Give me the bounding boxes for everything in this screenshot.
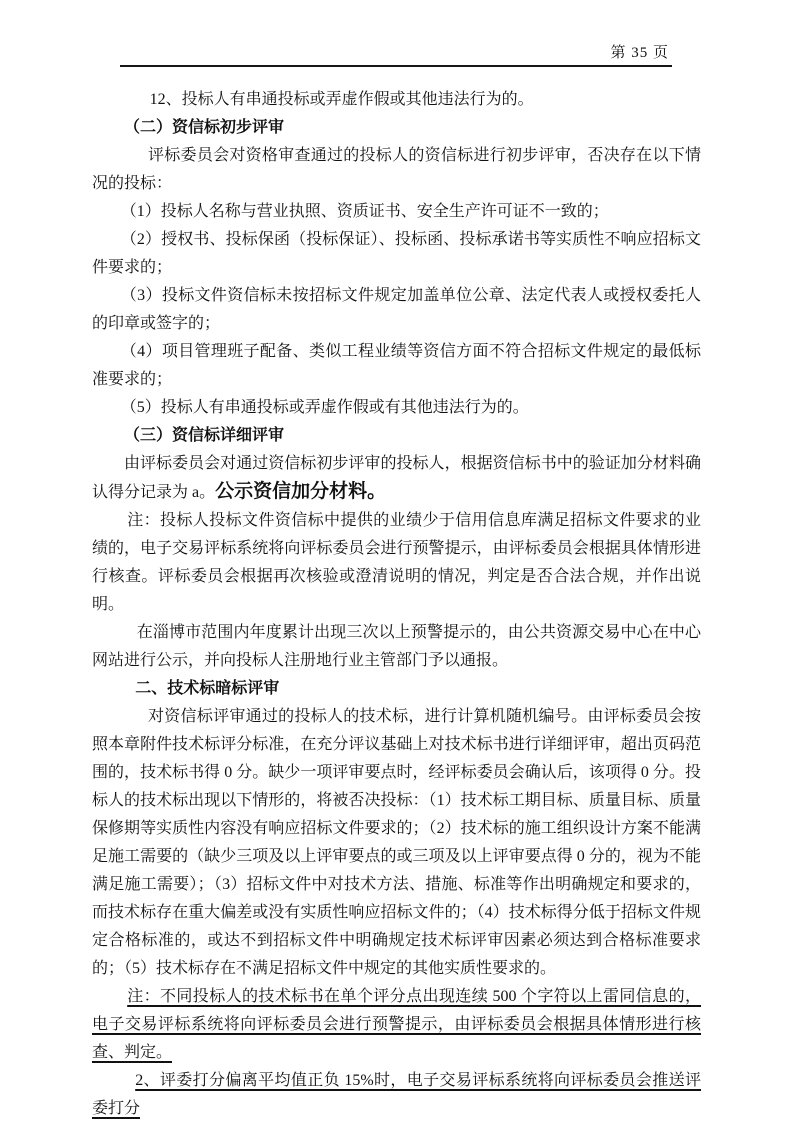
paragraph-16: 2、评委打分偏离平均值正负 15%时，电子交易评标系统将向评标委员会推送评委打分 xyxy=(92,1072,701,1117)
paragraph-1: 12、投标人有串通投标或弄虚作假或其他违法行为的。 xyxy=(149,91,534,108)
paragraph-8: （5）投标人有串通投标或弄虚作假或有其他违法行为的。 xyxy=(120,399,529,416)
paragraph-11: 注：投标人投标文件资信标中提供的业绩少于信用信息库满足招标文件要求的业绩的，电子交易评标系统将向评标委员会进行预警提示，由评标委员会根据具体情形进行核查。评标委员会根据再次核验或澄清说明的情况，判定是否合法合规，并作出说明。 xyxy=(92,512,701,613)
header-rule xyxy=(120,44,607,67)
paragraph-14: 对资信标评审通过的投标人的技术标，进行计算机随机编号。由评标委员会按照本章附件技术标评分标准，在充分评议基础上对技术标书进行详细评审，超出页码范围的，技术标书得 0 分。缺少一项评审要点时，经评标委员会确认后，该项得 0 分。投标人的技术标出现以下情形的，将被否决投标：（1）技术标工期目标、质量目标、质量保修期等实质性内容没有响应招标文件要求的；（2）技术标的施工组织设计方案不能满足施工需要的（缺少三项及以上评审要点的或三项及以上评审要点得 0 分的，视为不能满足施工需要）；（3）招标文件中对技术方法、措施、标准等作出明确规定和要求的，而技术标存在重大偏差或没有实质性响应招标文件的；（4）技术标得分低于招标文件规定合格标准的，或达不到招标文件中明确规定技术标评审因素必须达到合格标准要求的；（5）技术标存在不满足招标文件中规定的其他实质性要求的。 xyxy=(92,708,701,977)
document-body xyxy=(92,86,701,1122)
paragraph-6: （3）投标文件资信标未按招标文件规定加盖单位公章、法定代表人或授权委托人的印章或签字的； xyxy=(92,287,701,332)
emphasis-text: 公示资信加分材料。 xyxy=(215,481,387,502)
page-number: 第 35 页 xyxy=(607,44,672,67)
paragraph-7: （4）项目管理班子配备、类似工程业绩等资信方面不符合招标文件规定的最低标准要求的； xyxy=(92,343,701,388)
paragraph-2: （二）资信标初步评审 xyxy=(124,119,285,136)
paragraph-3: 评标委员会对资格审查通过的投标人的资信标进行初步评审，否决存在以下情况的投标： xyxy=(92,147,701,192)
paragraph-4: （1）投标人名称与营业执照、资质证书、安全生产许可证不一致的； xyxy=(120,203,609,220)
paragraph-13: 二、技术标暗标评审 xyxy=(135,680,280,697)
paragraph-5: （2）授权书、投标保函（投标保证）、投标函、投标承诺书等实质性不响应招标文件要求的； xyxy=(92,231,701,276)
paragraph-10: 由评标委员会对通过资信标初步评审的投标人，根据资信标书中的验证加分材料确认得分记录为 a。公示资信加分材料。 xyxy=(92,455,701,502)
paragraph-9: （三）资信标详细评审 xyxy=(124,427,285,444)
paragraph-12: 在淄博市范围内年度累计出现三次以上预警提示的，由公共资源交易中心在中心网站进行公示，并向投标人注册地行业主管部门予以通报。 xyxy=(92,624,701,669)
paragraph-15: 注：不同投标人的技术标书在单个评分点出现连续 500 个字符以上雷同信息的，电子交易评标系统将向评标委员会进行预警提示，由评标委员会根据具体情形进行核查、判定。 xyxy=(92,988,701,1061)
page-header xyxy=(120,44,672,67)
